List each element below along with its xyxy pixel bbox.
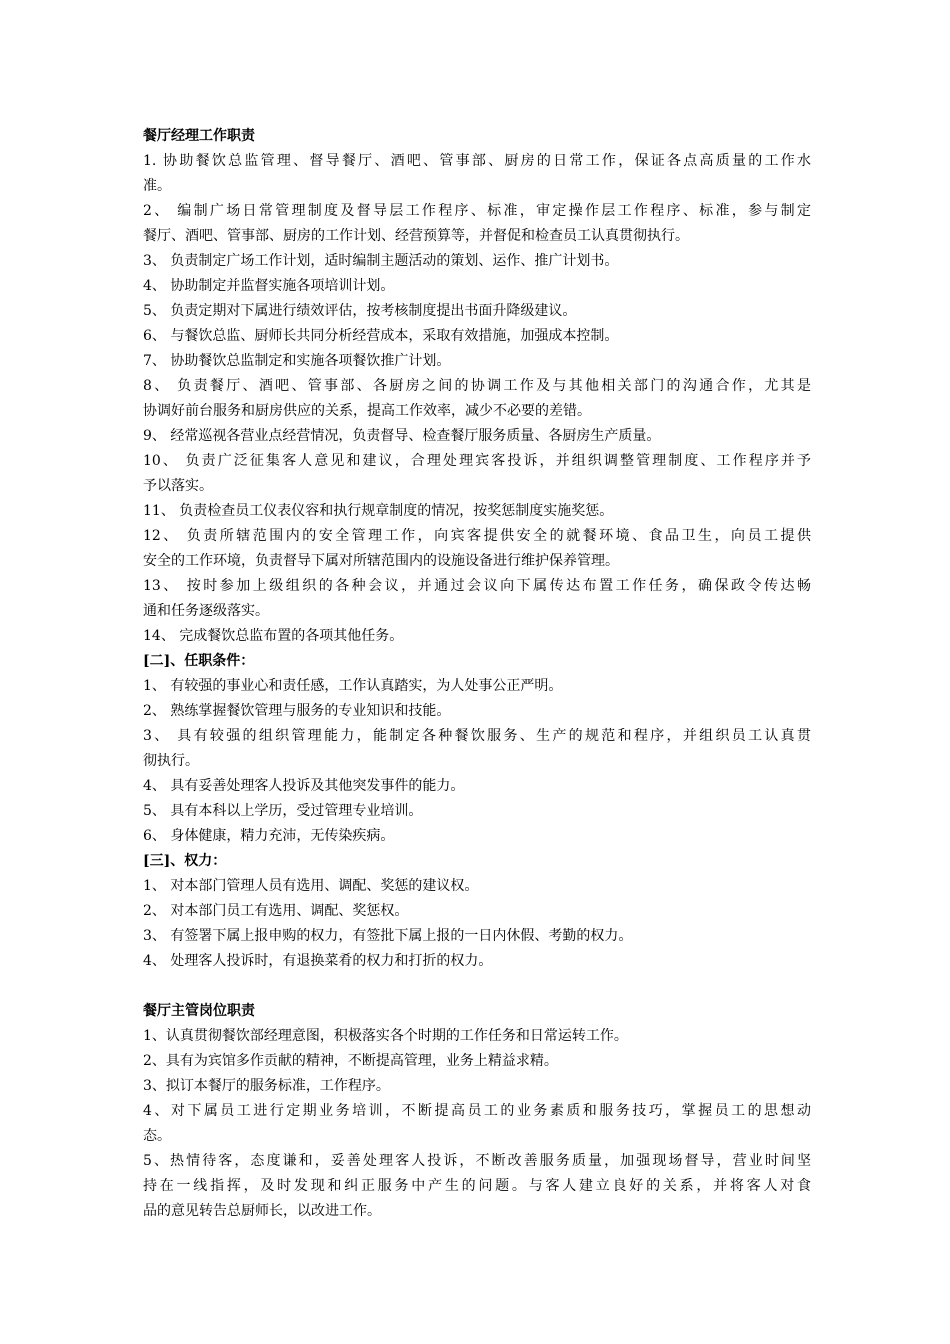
list-item-line: 14、 完成餐饮总监布置的各项其他任务。 <box>143 628 404 644</box>
list-item-line: 1、 有较强的事业心和责任感，工作认真踏实，为人处事公正严明。 <box>143 678 563 694</box>
list-item-line: 3、 具有较强的组织管理能力，能制定各种餐饮服务、生产的规范和程序，并组织员工认真贯 <box>143 728 811 744</box>
list-item-line: 6、 与餐饮总监、厨师长共同分析经营成本，采取有效措施，加强成本控制。 <box>143 328 619 344</box>
list-item-line: 8、 负责餐厅、酒吧、管事部、各厨房之间的协调工作及与其他相关部门的沟通合作，尤其是 <box>143 378 811 394</box>
section-title: [二]、任职条件： <box>143 653 255 669</box>
list-item-line: 3、拟订本餐厅的服务标准，工作程序。 <box>143 1078 390 1094</box>
list-item-line: 10、 负责广泛征集客人意见和建议，合理处理宾客投诉，并组织调整管理制度、工作程序并予 <box>143 453 811 469</box>
list-item-line: 准。 <box>143 178 171 194</box>
list-item-line: 2、 熟练掌握餐饮管理与服务的专业知识和技能。 <box>143 703 451 719</box>
section-title: 餐厅经理工作职责 <box>143 128 255 144</box>
list-item-line: 彻执行。 <box>143 753 199 769</box>
list-item-line: 协调好前台服务和厨房供应的关系，提高工作效率，减少不必要的差错。 <box>143 403 591 419</box>
list-item-line: 7、 协助餐饮总监制定和实施各项餐饮推广计划。 <box>143 353 451 369</box>
list-item-line: 持在一线指挥，及时发现和纠正服务中产生的问题。与客人建立良好的关系，并将客人对食 <box>143 1178 811 1194</box>
list-item-line: 5、热情待客，态度谦和，妥善处理客人投诉，不断改善服务质量，加强现场督导，营业时间坚 <box>143 1153 811 1169</box>
list-item-line: 4、 协助制定并监督实施各项培训计划。 <box>143 278 395 294</box>
list-item-line: 态。 <box>143 1128 171 1144</box>
list-item-line: 4、 具有妥善处理客人投诉及其他突发事件的能力。 <box>143 778 465 794</box>
blank-line <box>143 974 811 999</box>
list-item-line: 4、对下属员工进行定期业务培训，不断提高员工的业务素质和服务技巧，掌握员工的思想动 <box>143 1103 811 1119</box>
section-title: [三]、权力： <box>143 853 227 869</box>
list-item-line: 5、 具有本科以上学历，受过管理专业培训。 <box>143 803 423 819</box>
list-item-line: 安全的工作环境，负责督导下属对所辖范围内的设施设备进行维护保养管理。 <box>143 553 619 569</box>
list-item-line: 11、 负责检查员工仪表仪容和执行规章制度的情况，按奖惩制度实施奖惩。 <box>143 503 614 519</box>
list-item-line: 5、 负责定期对下属进行绩效评估，按考核制度提出书面升降级建议。 <box>143 303 577 319</box>
list-item-line: 1、 对本部门管理人员有选用、调配、奖惩的建议权。 <box>143 878 479 894</box>
list-item-line: 通和任务逐级落实。 <box>143 603 269 619</box>
list-item-line: 2、 编制广场日常管理制度及督导层工作程序、标准，审定操作层工作程序、标准，参与制定 <box>143 203 811 219</box>
list-item-line: 6、 身体健康，精力充沛，无传染疾病。 <box>143 828 395 844</box>
section-title: 餐厅主管岗位职责 <box>143 1003 255 1019</box>
list-item-line: 1. 协助餐饮总监管理、督导餐厅、酒吧、管事部、厨房的日常工作，保证各点高质量的工作水 <box>143 153 811 169</box>
list-item-line: 1、认真贯彻餐饮部经理意图，积极落实各个时期的工作任务和日常运转工作。 <box>143 1028 628 1044</box>
list-item-line: 3、 负责制定广场工作计划，适时编制主题活动的策划、运作、推广计划书。 <box>143 253 619 269</box>
list-item-line: 4、 处理客人投诉时，有退换菜肴的权力和打折的权力。 <box>143 953 493 969</box>
list-item-line: 3、 有签署下属上报申购的权力，有签批下属上报的一日内休假、考勤的权力。 <box>143 928 633 944</box>
list-item-line: 12、 负责所辖范围内的安全管理工作，向宾客提供安全的就餐环境、食品卫生，向员工提供 <box>143 528 811 544</box>
list-item-line: 餐厅、酒吧、管事部、厨房的工作计划、经营预算等，并督促和检查员工认真贯彻执行。 <box>143 228 689 244</box>
list-item-line: 2、 对本部门员工有选用、调配、奖惩权。 <box>143 903 409 919</box>
list-item-line: 品的意见转告总厨师长，以改进工作。 <box>143 1203 381 1219</box>
list-item-line: 2、具有为宾馆多作贡献的精神，不断提高管理，业务上精益求精。 <box>143 1053 558 1069</box>
document-page <box>143 124 811 1224</box>
list-item-line: 13、 按时参加上级组织的各种会议，并通过会议向下属传达布置工作任务，确保政令传达畅 <box>143 578 811 594</box>
list-item-line: 9、 经常巡视各营业点经营情况，负责督导、检查餐厅服务质量、各厨房生产质量。 <box>143 428 661 444</box>
list-item-line: 予以落实。 <box>143 478 213 494</box>
